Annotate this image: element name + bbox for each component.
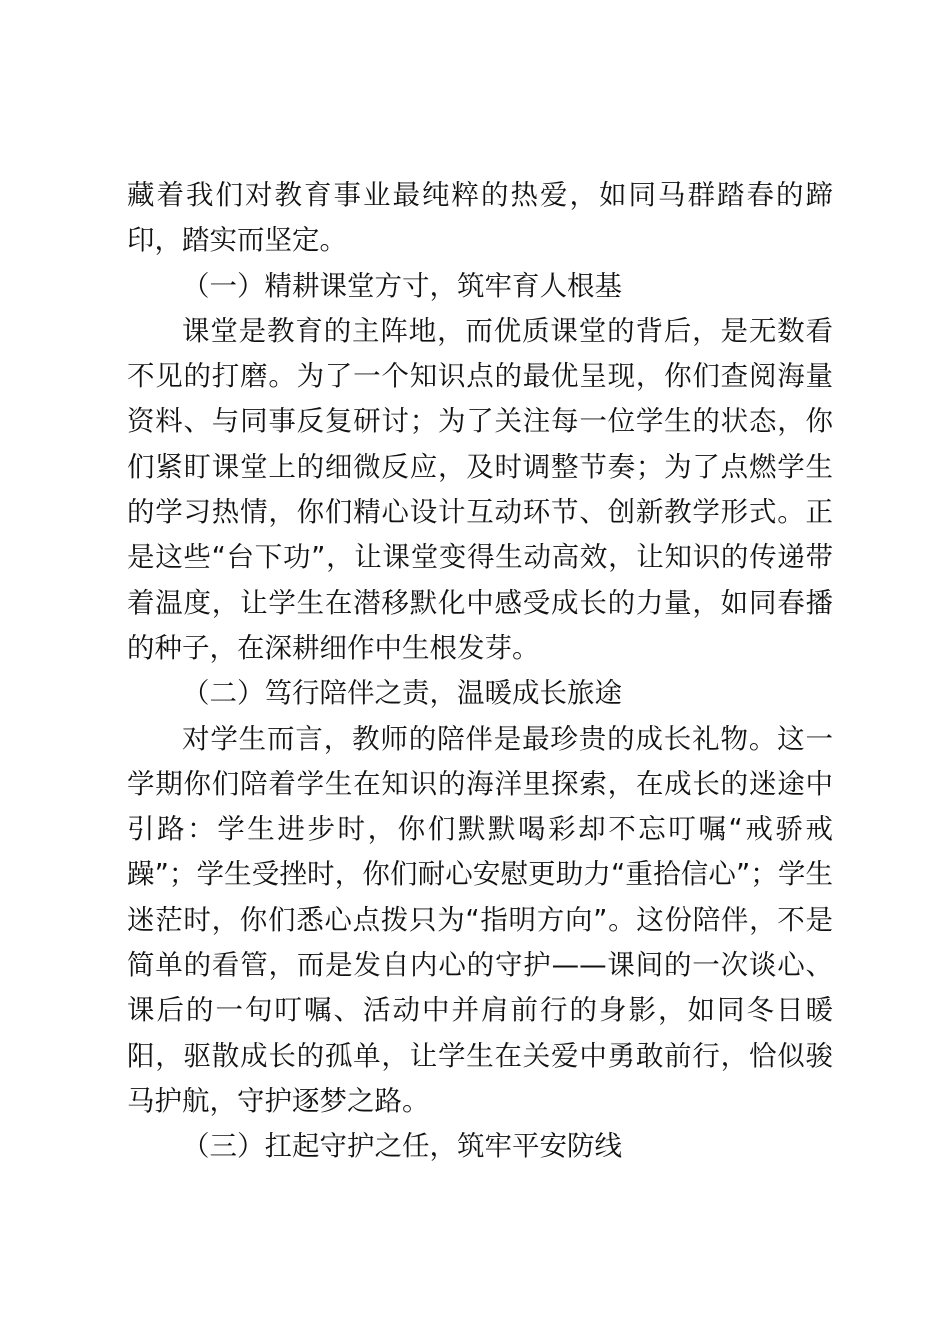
document-body <box>127 173 833 1170</box>
section-heading-1: （一）精耕课堂方寸，筑牢育人根基 <box>182 269 622 302</box>
section-heading-2: （二）笃行陪伴之责，温暖成长旅途 <box>182 677 622 710</box>
paragraph-continuation: 藏着我们对教育事业最纯粹的热爱，如同马群踏春的蹄印，踏实而坚定。 <box>127 179 833 257</box>
section-heading-3: （三）扛起守护之任，筑牢平安防线 <box>182 1130 622 1163</box>
paragraph-companionship: 对学生而言，教师的陪伴是最珍贵的成长礼物。这一学期你们陪着学生在知识的海洋里探索，在成长的迷途中引路：学生进步时，你们默默喝彩却不忘叮嘱“戒骄戒躁”；学生受挫时，你们耐心安慰更助力“重拾信心”；学生迷茫时，你们悉心点拨只为“指明方向”。这份陪伴，不是简单的看管，而是发自内心的守护——课间的一次谈心、课后的一句叮嘱、活动中并肩前行的身影，如同冬日暖阳，驱散成长的孤单，让学生在关爱中勇敢前行，恰似骏马护航，守护逐梦之路。 <box>127 722 833 1117</box>
paragraph-classroom: 课堂是教育的主阵地，而优质课堂的背后，是无数看不见的打磨。为了一个知识点的最优呈现，你们查阅海量资料、与同事反复研讨；为了关注每一位学生的状态，你们紧盯课堂上的细微反应，及时调整节奏；为了点燃学生的学习热情，你们精心设计互动环节、创新教学形式。正是这些“台下功”，让课堂变得生动高效，让知识的传递带着温度，让学生在潜移默化中感受成长的力量，如同春播的种子，在深耕细作中生根发芽。 <box>127 314 833 664</box>
